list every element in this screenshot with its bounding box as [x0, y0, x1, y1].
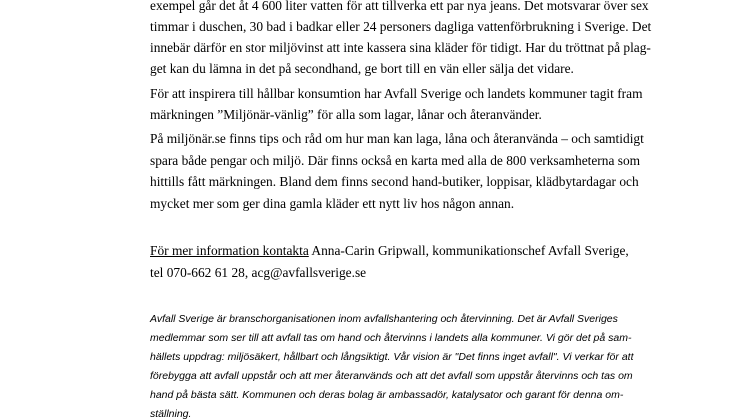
contact-link[interactable]: För mer information kontakta	[150, 243, 309, 258]
body-line: get kan du lämna in det på secondhand, ge bort till en vän eller sälja det vidare.	[150, 61, 574, 76]
body-line: spara både pengar och miljö. Där finns också en karta med alla de 800 verksamheterna som	[150, 153, 641, 168]
body-line: innebär därför en stor miljövinst att inte kassera sina kläder för tidigt. Har du tröttnat på plag-	[150, 40, 651, 55]
body-line: märkningen ”Miljönär-vänlig” för alla som lagar, lånar och återanvänder.	[150, 107, 542, 122]
about-line: hällets uppdrag: miljösäkert, hållbart och långsiktigt. Vår vision är "Det finns inget avfall". Vi verkar för att	[150, 351, 634, 363]
body-line: hittills fått märkningen. Bland dem finns second hand-butiker, loppisar, klädbytardagar och	[150, 174, 639, 189]
contact-phone-email: tel 070-662 61 28, acg@avfallsverige.se	[150, 265, 367, 280]
body-line: På miljönär.se finns tips och råd om hur man kan laga, låna och återanvända – och samtidigt	[150, 131, 644, 146]
contact-line	[150, 243, 629, 259]
about-line: ställning.	[150, 408, 192, 420]
body-line: timmar i duschen, 30 bad i badkar eller 24 personers dagliga vattenförbrukning i Sverige. Det	[150, 19, 652, 34]
contact-person: Anna-Carin Gripwall, kommunikationschef Avfall Sverige,	[308, 243, 629, 258]
about-line: Avfall Sverige är branschorganisationen inom avfallshantering och återvinning. Det är Avfall Sveriges	[150, 313, 618, 325]
about-line: medlemmar som ser till att avfall tas om hand och återvinns i landets alla kommuner. Vi gör det på sam-	[150, 332, 632, 344]
about-line: förebygga att avfall uppstår och att mer återanvänds och att det avfall som uppstår återvinns och tas om	[150, 370, 633, 382]
body-line: För att inspirera till hållbar konsumtion har Avfall Sverige och landets kommuner tagit fram	[150, 86, 643, 101]
body-line: mycket mer som ger dina gamla kläder ett nytt liv hos någon annan.	[150, 196, 515, 211]
body-line: exempel går det åt 4 600 liter vatten för att tillverka ett par nya jeans. Det motsvarar över sex	[150, 0, 649, 13]
about-line: hand på bästa sätt. Kommunen och deras bolag är ambassadör, katalysator och garant för denna om-	[150, 389, 624, 401]
